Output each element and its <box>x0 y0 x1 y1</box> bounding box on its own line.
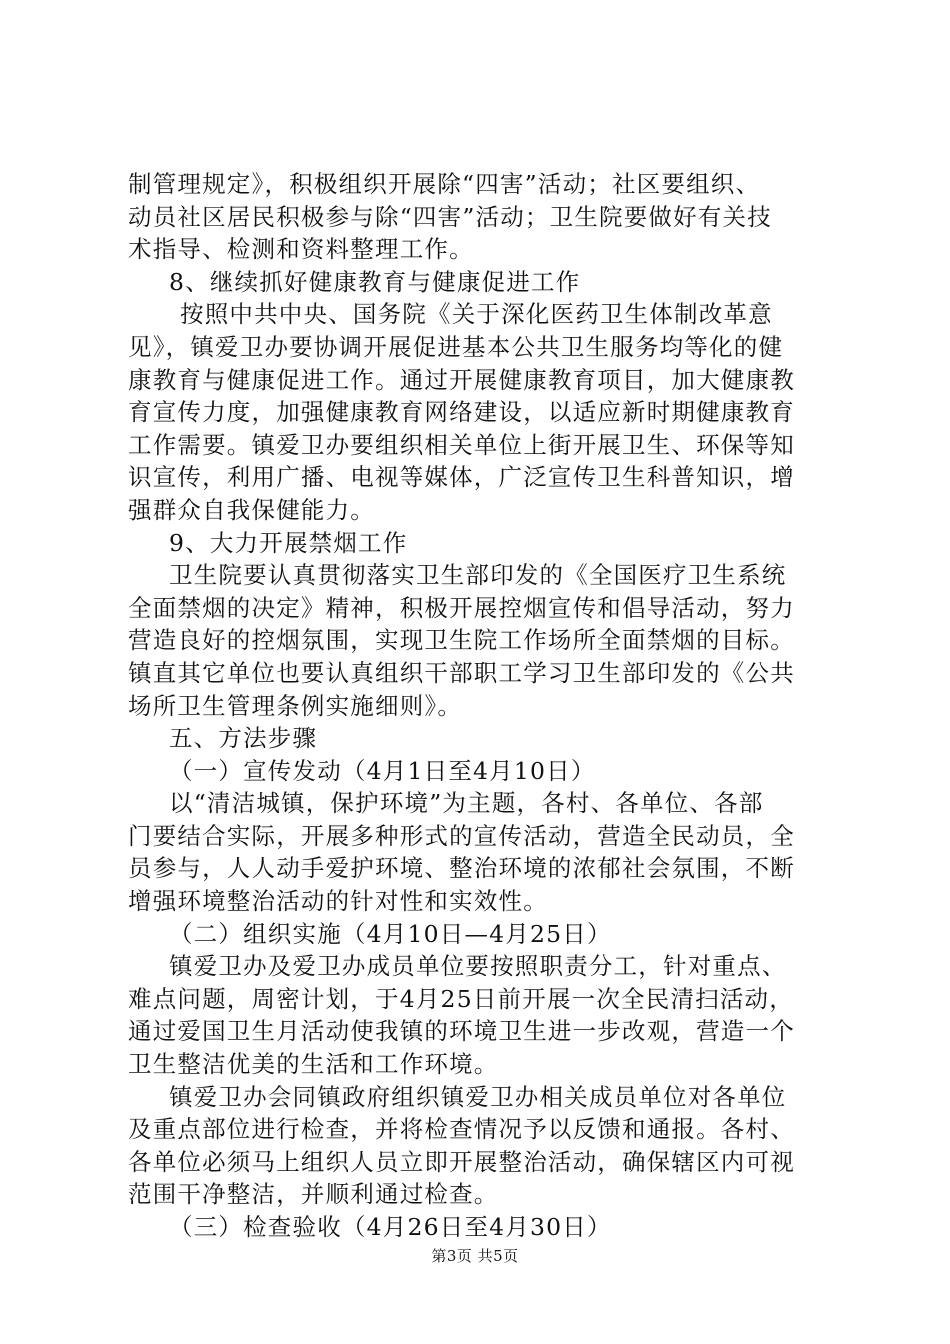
text-line: 康教育与健康促进工作。通过开展健康教育项目，加大健康教 <box>128 365 795 394</box>
text-line: （一）宣传发动（4月1日至4月10日） <box>169 756 596 785</box>
text-line: 动员社区居民积极参与除“四害”活动；卫生院要做好有关技 <box>128 202 772 231</box>
text-line: 育宣传力度，加强健康教育网络建设，以适应新时期健康教育 <box>128 398 795 427</box>
text-line: 强群众自我保健能力。 <box>128 495 375 524</box>
text-line: 识宣传，利用广播、电视等媒体，广泛宣传卫生科普知识，增 <box>128 463 795 492</box>
text-line: 镇直其它单位也要认真组织干部职工学习卫生部印发的《公共 <box>128 658 795 687</box>
text-line: 员参与，人人动手爱护环境、整治环境的浓郁社会氛围，不断 <box>128 854 795 883</box>
text-line: 范围干净整洁，并顺利通过检查。 <box>128 1180 499 1209</box>
text-line: 门要结合实际，开展多种形式的宣传活动，营造全民动员，全 <box>128 821 795 850</box>
text-line: 难点问题，周密计划，于4月25日前开展一次全民清扫活动， <box>128 984 794 1013</box>
text-line: 卫生整洁优美的生活和工作环境。 <box>128 1050 499 1079</box>
text-line: 工作需要。镇爱卫办要组织相关单位上街开展卫生、环保等知 <box>128 430 795 459</box>
text-line: 按照中共中央、国务院《关于深化医药卫生体制改革意 <box>180 300 773 329</box>
text-line: 9、大力开展禁烟工作 <box>169 528 408 557</box>
text-line: 见》，镇爱卫办要协调开展促进基本公共卫生服务均等化的健 <box>128 332 784 361</box>
text-line: 五、方法步骤 <box>169 724 318 753</box>
page-footer: 第3页 共5页 <box>431 1247 519 1265</box>
text-line: 通过爱国卫生月活动使我镇的环境卫生进一步改观，营造一个 <box>128 1017 795 1046</box>
text-line: （三）检查验收（4月26日至4月30日） <box>169 1213 612 1241</box>
text-line: 全面禁烟的决定》精神，积极开展控烟宣传和倡导活动，努力 <box>128 593 795 622</box>
text-line: （二）组织实施（4月10日—4月25日） <box>169 919 612 948</box>
text-line: 场所卫生管理条例实施细则》。 <box>128 691 463 720</box>
text-line: 术指导、检测和资料整理工作。 <box>128 235 474 264</box>
text-line: 营造良好的控烟氛围，实现卫生院工作场所全面禁烟的目标。 <box>128 626 795 655</box>
text-line: 及重点部位进行检查，并将检查情况予以反馈和通报。各村、 <box>128 1115 795 1144</box>
text-line: 增强环境整治活动的针对性和实效性。 <box>128 887 548 916</box>
document-body <box>128 168 828 1244</box>
text-line: 8、继续抓好健康教育与健康促进工作 <box>169 267 581 296</box>
text-line: 制管理规定》，积极组织开展除“四害”活动；社区要组织、 <box>128 170 761 198</box>
text-line: 卫生院要认真贯彻落实卫生部印发的《全国医疗卫生系统 <box>169 561 787 590</box>
text-line: 镇爱卫办及爱卫办成员单位要按照职责分工，针对重点、 <box>169 952 787 981</box>
text-line: 各单位必须马上组织人员立即开展整治活动，确保辖区内可视 <box>128 1147 795 1176</box>
text-line: 以“清洁城镇，保护环境”为主题，各村、各单位、各部 <box>169 789 764 818</box>
text-line: 镇爱卫办会同镇政府组织镇爱卫办相关成员单位对各单位 <box>169 1082 787 1111</box>
